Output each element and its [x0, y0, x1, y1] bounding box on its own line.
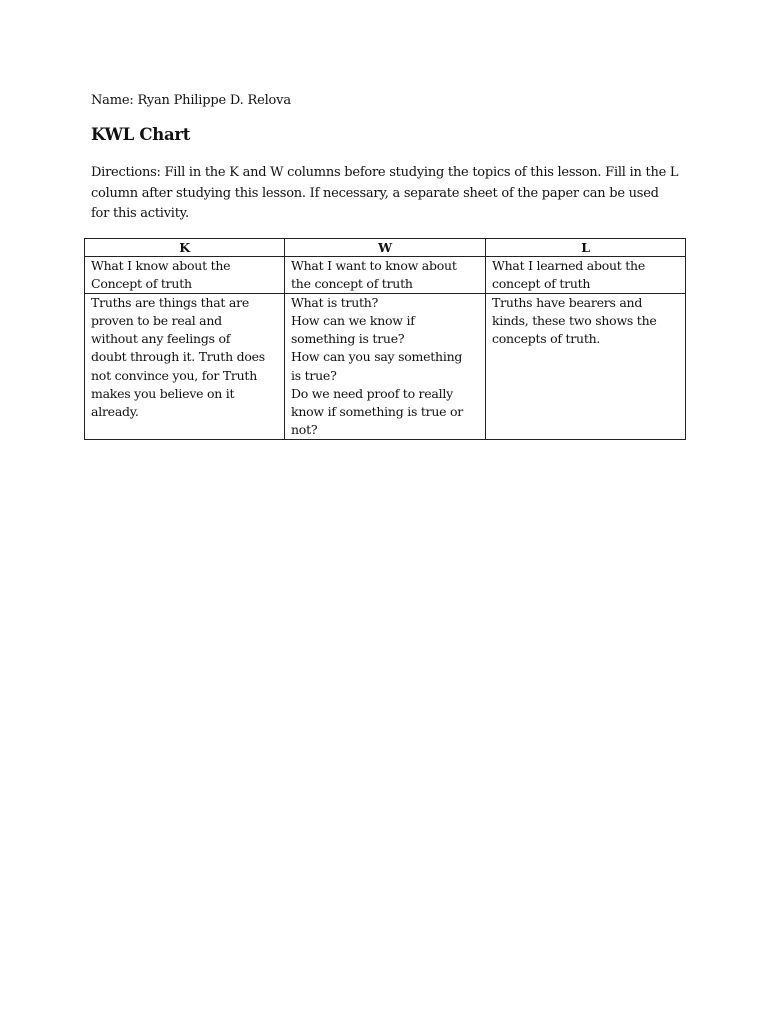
table-subheader-row	[85, 257, 686, 294]
cell-line: makes you believe on it	[91, 385, 235, 401]
column-header-k: K	[85, 239, 285, 257]
directions-line: column after studying this lesson. If necessary, a separate sheet of the paper can be used	[91, 185, 659, 201]
directions-paragraph	[91, 163, 691, 225]
cell-line: What I know about the	[91, 258, 231, 273]
cell-line: already.	[91, 403, 139, 419]
cell-l-answer	[486, 294, 686, 440]
cell-line: not?	[291, 421, 318, 437]
cell-line: What I learned about the	[492, 258, 646, 273]
table-row	[85, 294, 686, 440]
cell-line: something is true?	[291, 331, 405, 347]
subheader-k	[85, 257, 285, 294]
column-header-l: L	[486, 239, 686, 257]
cell-line: is true?	[291, 367, 337, 383]
subheader-w	[285, 257, 486, 294]
cell-line: What I want to know about	[291, 258, 457, 273]
kwl-table	[84, 238, 686, 440]
cell-line: Truths are things that are	[91, 295, 249, 311]
cell-line: concepts of truth.	[492, 331, 601, 347]
cell-line: know if something is true or	[291, 403, 464, 419]
cell-w-answer	[285, 294, 486, 440]
cell-line: kinds, these two shows the	[492, 313, 657, 329]
cell-line: How can you say something	[291, 349, 463, 365]
directions-line: Directions: Fill in the K and W columns before studying the topics of this lesson. Fill in the L	[91, 165, 679, 180]
cell-line: What is truth?	[291, 295, 379, 311]
cell-line: proven to be real and	[91, 313, 222, 329]
cell-line: Do we need proof to really	[291, 385, 453, 401]
cell-line: Truths have bearers and	[492, 295, 643, 311]
subheader-l	[486, 257, 686, 294]
student-name: Name: Ryan Philippe D. Relova	[91, 93, 291, 108]
cell-line: without any feelings of	[91, 331, 231, 347]
directions-line: for this activity.	[91, 206, 189, 221]
cell-line: Concept of truth	[91, 276, 192, 292]
cell-line: How can we know if	[291, 313, 415, 329]
cell-line: the concept of truth	[291, 276, 413, 292]
page-title: KWL Chart	[91, 125, 191, 144]
cell-line: concept of truth	[492, 276, 591, 292]
cell-k-answer	[85, 294, 285, 440]
table-header-row	[85, 239, 686, 257]
cell-line: doubt through it. Truth does	[91, 349, 265, 365]
column-header-w: W	[285, 239, 486, 257]
cell-line: not convince you, for Truth	[91, 367, 258, 383]
